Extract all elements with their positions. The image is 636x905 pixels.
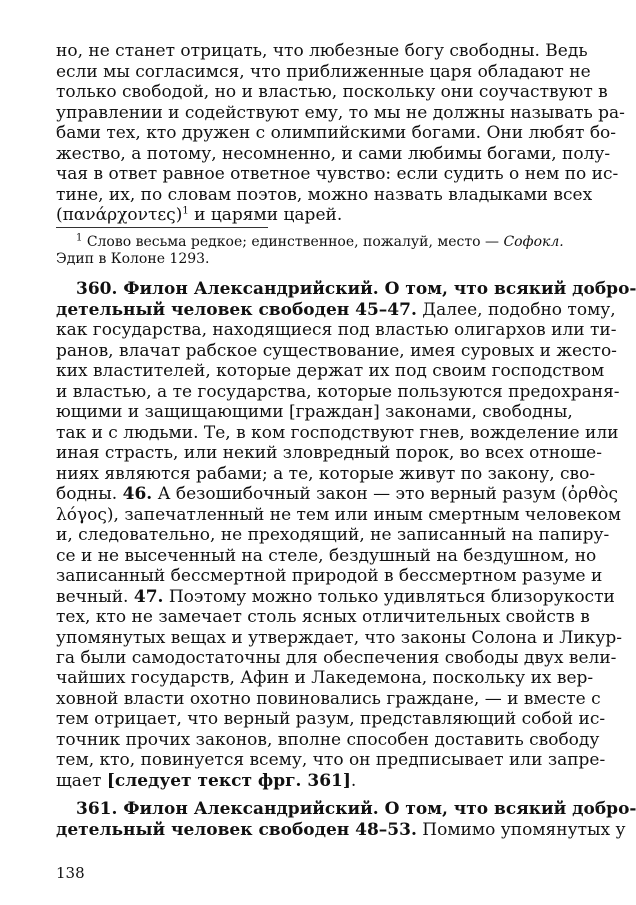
- text-line: и властью, а те государства, которые пользуются предохраня-: [56, 382, 620, 402]
- text-line: если мы согласимся, что приближенные царя обладают не: [56, 62, 591, 82]
- page-number: 138: [56, 864, 85, 882]
- footnote-mark: 1: [182, 205, 189, 217]
- text-fragment: и царями царей.: [188, 205, 343, 225]
- text-line: ранов, влачат рабское существование, имея суровых и жесто-: [56, 341, 617, 361]
- text-fragment: Помимо упомянутых у: [416, 820, 626, 840]
- text-line: бами тех, кто дружен с олимпийскими богами. Они любят бо-: [56, 123, 617, 143]
- text-line: упомянутых вещах и утверждает, что законы Солона и Ликур-: [56, 628, 622, 648]
- text-line: се и не высеченный на стеле, бездушный на бездушном, но: [56, 546, 597, 566]
- text-line: иная страсть, или некий зловредный порок, во всех отноше-: [56, 443, 602, 463]
- text-line: чайших государств, Афин и Лакедемона, поскольку их вер-: [56, 668, 594, 688]
- text-fragment: .: [350, 771, 357, 791]
- section-title: детельный человек свободен 45–47.: [56, 300, 417, 320]
- text-line: ких властителей, которые держат их под своим господством: [56, 361, 605, 381]
- text-fragment: вечный.: [56, 587, 134, 607]
- text-line: тем, кто, повинуется всему, что он предписывает или запре-: [56, 750, 606, 770]
- text-line: [56, 769, 554, 793]
- text-line: так и с людьми. Те, в ком господствуют гнев, вожделение или: [56, 423, 619, 443]
- text-line: но, не станет отрицать, что любезные богу свободны. Ведь: [56, 41, 588, 61]
- text-line: тем отрицает, что верный разум, представляющий собой ис-: [56, 709, 606, 729]
- text-line: записанный бессмертной природой в бессмертном разуме и: [56, 566, 603, 586]
- text-line: [56, 818, 626, 842]
- footnote-mark: 1: [76, 232, 83, 244]
- text-line: ниях являются рабами; а те, которые живут по закону, сво-: [56, 464, 596, 484]
- text-line: жество, а потому, несомненно, и сами любимы богами, полу-: [56, 144, 611, 164]
- text-line: точник прочих законов, вполне способен доставить свободу: [56, 730, 600, 750]
- text-line: [56, 203, 554, 227]
- editorial-note: [следует текст фрг. 361]: [106, 771, 351, 791]
- greek-term: (πανάρχοντες): [56, 205, 183, 225]
- text-fragment: А безошибочный закон — это верный разум (ὀρθὸς: [152, 484, 618, 504]
- footnote-rule: [56, 227, 268, 228]
- text-line: ющими и защищающими [граждан] законами, свободны,: [56, 402, 573, 422]
- text-fragment: Поэтому можно только удивляться близорукости: [163, 587, 615, 607]
- text-fragment: Далее, подобно тому,: [416, 300, 616, 320]
- text-line: тех, кто не замечает столь ясных отличительных свойств в: [56, 607, 590, 627]
- section-title: детельный человек свободен 48–53.: [56, 820, 417, 840]
- paragraph-number: 46.: [122, 484, 153, 504]
- footnote-text: Слово весьма редкое; единственное, пожалуй, место —: [82, 234, 504, 250]
- paragraph-number: 47.: [133, 587, 164, 607]
- section-title: 361. Филон Александрийский. О том, что всякий добро-: [76, 799, 636, 819]
- text-fragment: запечатленный не тем или иным смертным человеком: [118, 505, 621, 525]
- text-line: тине, их, по словам поэтов, можно назвать владыками всех: [56, 185, 593, 205]
- section-title: 360. Филон Александрийский. О том, что всякий добро-: [76, 279, 636, 299]
- text-line: как государства, находящиеся под властью олигархов или ти-: [56, 320, 617, 340]
- footnote-line: Эдип в Колоне 1293.: [56, 251, 210, 267]
- text-line: ховной власти охотно повиновались граждане, — и вместе с: [56, 689, 601, 709]
- text-line: управлении и содействуют ему, то мы не должны называть ра-: [56, 103, 625, 123]
- text-fragment: щает: [56, 771, 107, 791]
- text-fragment: бодны.: [56, 484, 123, 504]
- text-line: га были самодостаточны для обеспечения свободы двух вели-: [56, 648, 617, 668]
- greek-term: λόγος),: [56, 505, 119, 525]
- text-line: чая в ответ равное ответное чувство: если судить о нем по ис-: [56, 164, 619, 184]
- footnote-source: Софокл.: [503, 234, 564, 250]
- text-line: только свободой, но и властью, поскольку они соучаствуют в: [56, 82, 608, 102]
- text-line: и, следовательно, не преходящий, не записанный на папиру-: [56, 525, 610, 545]
